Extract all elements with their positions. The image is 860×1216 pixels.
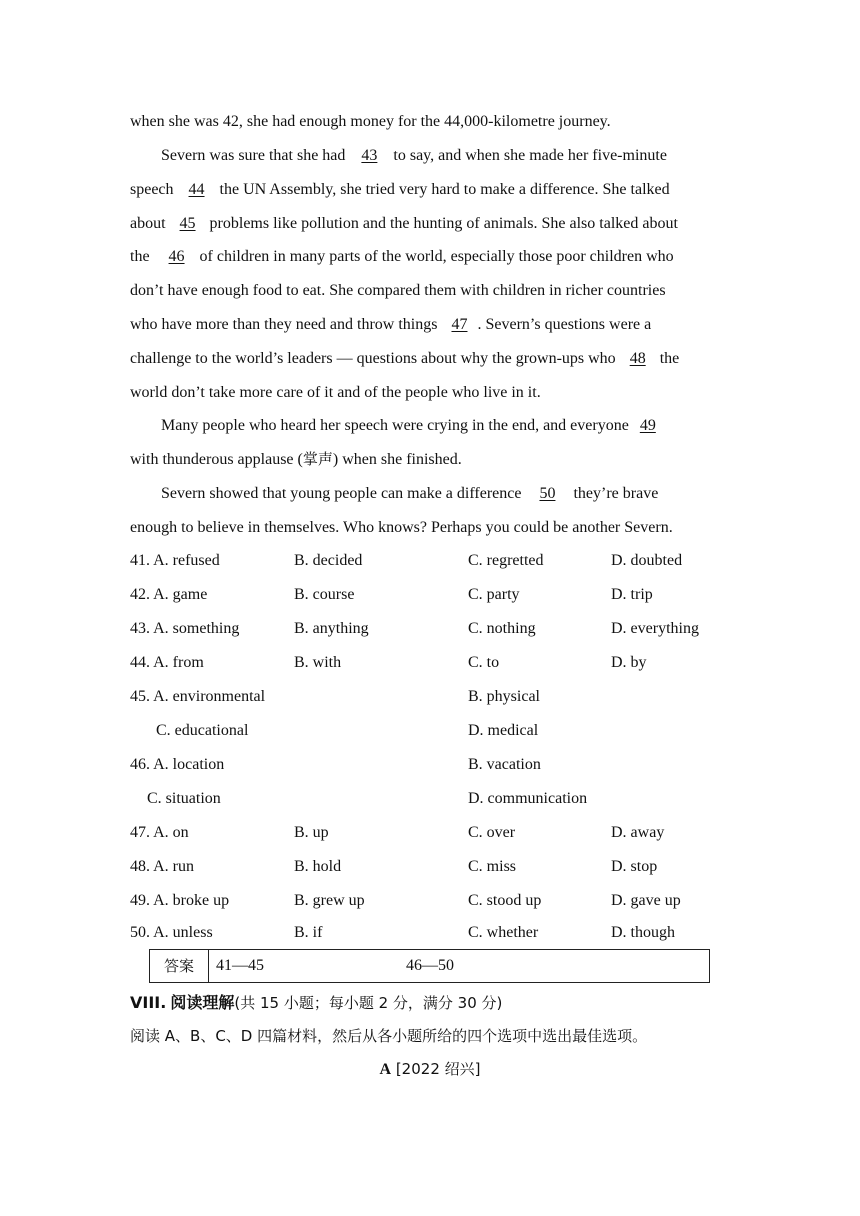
section-detail: (共 15 小题；每小题 2 分，满分 30 分) [234,994,503,1012]
option-d: D. by [611,654,647,671]
question-49-options [0,884,860,918]
option-c: C. to [468,654,500,671]
option-b: B. with [294,654,342,671]
passage-paragraph-1 [130,105,730,139]
option-c: C. educational [156,722,249,739]
question-50-options [0,916,860,950]
passage-source: [2022 绍兴] [391,1060,481,1078]
answer-range-46-50: 46—50 [406,957,454,974]
option-d: D. communication [468,790,588,807]
option-a: 47. A. on [130,824,189,841]
option-b: B. up [294,824,329,841]
option-c: C. nothing [468,620,536,637]
option-b: B. anything [294,620,369,637]
blank-50: 50 [539,485,556,502]
blank-46: 46 [168,248,185,266]
option-a: 45. A. environmental [130,688,266,705]
option-d: D. stop [611,858,658,875]
text-line: challenge to the world’s leaders — questions about why the grown-ups who 48 the [130,342,730,376]
text-line: Severn was sure that she had 43 to say, and when she made her five-minute [130,139,730,173]
passage-letter: A [379,1061,392,1078]
text-line: Severn showed that young people can make a difference 50 they’re brave [130,477,730,511]
option-d: D. doubted [611,552,683,569]
section-heading [130,988,502,1019]
blank-48: 48 [629,349,646,367]
question-43-options [0,612,860,646]
option-a: 49. A. broke up [130,892,230,909]
option-c: C. party [468,586,520,603]
option-a: 46. A. location [130,756,225,773]
option-a: 50. A. unless [130,924,213,941]
text-line: who have more than they need and throw things 47 . Severn’s questions were a [130,308,730,342]
blank-45: 45 [179,214,196,232]
option-b: B. physical [468,688,540,705]
option-b: B. hold [294,858,342,875]
question-44-options [0,646,860,680]
option-d: D. trip [611,586,653,603]
section-number: VIII. [130,993,167,1012]
answer-label: 答案 [150,950,209,982]
blank-49: 49 [639,417,656,434]
question-48-options [0,850,860,884]
passage-paragraph-3 [130,409,730,477]
section-title: 阅读理解 [170,993,235,1012]
option-c: C. over [468,824,516,841]
option-b: B. vacation [468,756,541,773]
option-a: 43. A. something [130,620,240,637]
option-a: 48. A. run [130,858,194,875]
option-d: D. everything [611,620,699,637]
answer-table [149,949,710,983]
text-line: don’t have enough food to eat. She compared them with children in richer countries [130,282,666,300]
option-b: B. decided [294,552,363,569]
option-b: B. course [294,586,355,603]
text-line: enough to believe in themselves. Who knows? Perhaps you could be another Severn. [130,518,673,536]
text-line: speech 44 the UN Assembly, she tried very hard to make a difference. She talked [130,173,730,207]
option-c: C. regretted [468,552,544,569]
text-line: with thunderous applause (掌声) when she finished. [130,449,462,468]
option-d: D. though [611,924,675,941]
option-a: 41. A. refused [130,552,220,569]
option-b: B. grew up [294,892,365,909]
passage-paragraph-4 [130,477,730,545]
question-42-options [0,578,860,612]
text-line: the 46 of children in many parts of the world, especially those poor children who [130,240,730,274]
option-d: D. medical [468,722,539,739]
text-line: Many people who heard her speech were crying in the end, and everyone 49 [130,409,730,443]
option-a: 42. A. game [130,586,208,603]
question-41-options [0,544,860,578]
blank-43: 43 [361,147,378,164]
option-c: C. stood up [468,892,542,909]
blank-47: 47 [451,315,468,333]
blank-44: 44 [188,180,205,198]
option-c: C. situation [147,790,221,807]
option-c: C. whether [468,924,539,941]
question-47-options [0,816,860,850]
option-b: B. if [294,924,323,941]
text-line: when she was 42, she had enough money for the 44,000-kilometre journey. [130,113,611,130]
question-46-options [0,748,860,782]
section-instruction: 阅读 A、B、C、D 四篇材料，然后从各小题所给的四个选项中选出最佳选项。 [130,1027,648,1045]
option-d: D. away [611,824,665,841]
option-a: 44. A. from [130,654,204,671]
question-45-options [0,680,860,714]
passage-subheading [0,1054,860,1085]
option-c: C. miss [468,858,517,875]
answer-range-41-45: 41—45 [216,957,264,974]
text-line: world don’t take more care of it and of the people who live in it. [130,383,541,401]
text-line: about 45 problems like pollution and the hunting of animals. She also talked about [130,207,730,241]
question-45-options-cont [0,714,860,748]
option-d: D. gave up [611,892,681,909]
passage-paragraph-2 [130,139,730,409]
question-46-options-cont [0,782,860,816]
